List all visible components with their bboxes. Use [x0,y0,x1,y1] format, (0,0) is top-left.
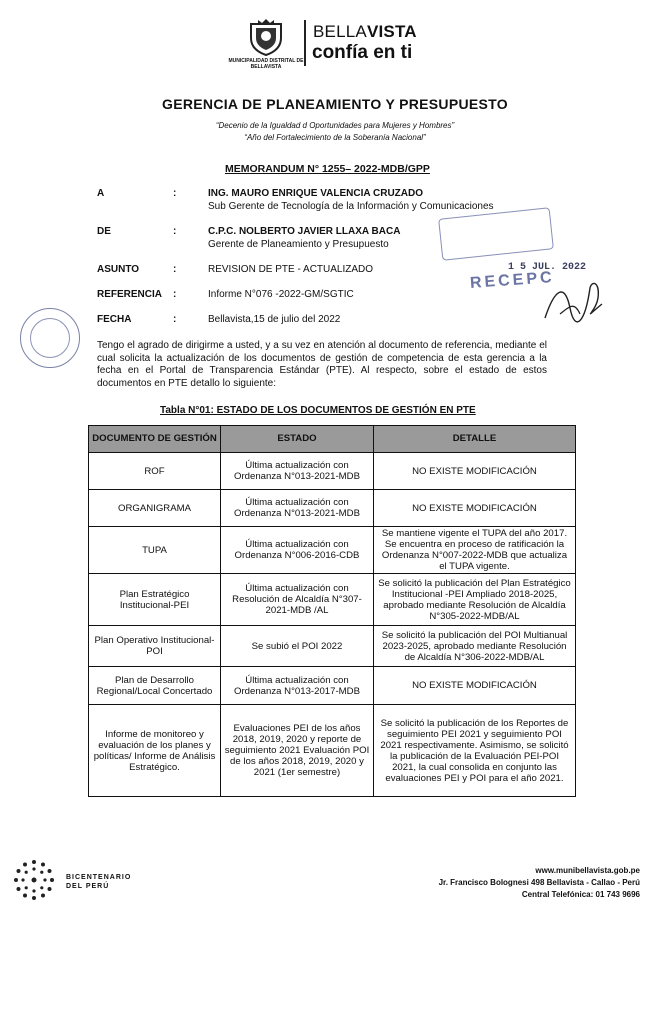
row-document: ORGANIGRAMA [89,490,221,527]
field-asunto-value: REVISION DE PTE - ACTUALIZADO [208,264,374,275]
row-document: ROF [89,453,221,490]
reception-stamp-date: 1 5 JUL. 2022 [508,262,587,273]
row-detail: Se mantiene vigente el TUPA del año 2017. Se encuentra en proceso de ratificación la Ordenanza N°007-2022-MDB que actualiza el TUPA vigente. [374,527,576,574]
row-detail: NO EXISTE MODIFICACIÓN [374,453,576,490]
table-row [89,626,576,667]
row-status: Última actualización con Ordenanza N°013-2017-MDB [221,667,374,705]
official-seal-inner [30,318,70,358]
field-fecha-label: FECHA [97,314,132,325]
table-row [89,453,576,490]
field-referencia-label: REFERENCIA [97,289,163,300]
footer-website: www.munibellavista.gob.pe [535,866,640,875]
field-a-role: Sub Gerente de Tecnología de la Información y Comunicaciones [208,201,494,212]
table-row [89,574,576,626]
field-colon: : [173,314,177,325]
table-row [89,490,576,527]
field-colon: : [173,264,177,275]
brand-name: BELLAVISTA [313,22,417,41]
reception-stamp-frame [438,207,554,260]
year-motto: “Año del Fortalecimiento de la Soberanía Nacional” [244,133,426,142]
office-title: GERENCIA DE PLANEAMIENTO Y PRESUPUESTO [162,96,508,112]
bicentenario-text: BICENTENARIO DEL PERÚ [66,874,132,890]
municipality-seal-logo [248,18,284,56]
table-row [89,527,576,574]
field-asunto-label: ASUNTO [97,264,140,275]
table-title: Tabla N°01: ESTADO DE LOS DOCUMENTOS DE GESTIÓN EN PTE [160,405,476,416]
column-header-detalle: DETALLE [374,426,576,453]
bicentenario-logo [12,858,56,902]
decenio-motto: “Decenio de la Igualdad d Oportunidades para Mujeres y Hombres” [215,121,455,130]
header-divider [304,20,306,66]
brand-slogan: confía en ti [312,42,413,63]
row-document: Plan Estratégico Institucional-PEI [89,574,221,626]
row-document: Informe de monitoreo y evaluación de los planes y políticas/ Informe de Análisis Estratégico. [89,705,221,797]
field-a-name: ING. MAURO ENRIQUE VALENCIA CRUZADO [208,188,423,199]
field-de-label: DE [97,226,111,237]
row-detail: Se solicitó la publicación del POI Multianual 2023-2025, aprobado mediante Resolución de Alcaldía N°306-2022-MDB/AL [374,626,576,667]
row-status: Evaluaciones PEI de los años 2018, 2019, 2020 y reporte de seguimiento 2021 Evaluación POI de los años 2018, 2019, 2020 y 2021 (1er semestre) [221,705,374,797]
row-status: Última actualización con Ordenanza N°013-2021-MDB [221,453,374,490]
handwritten-signature [540,278,610,324]
row-detail: Se solicitó la publicación de los Reportes de seguimiento PEI 2021 y seguimiento POI 2021 respectivamente. Asimismo, se solicitó la publicación de la Evaluación PEI-POI 2021, la cual consolida en conjunto las evaluaciones PEI y POI para el año 2021. [374,705,576,797]
row-document: Plan Operativo Institucional-POI [89,626,221,667]
field-referencia-value: Informe N°076 -2022-GM/SGTIC [208,289,354,300]
row-detail: Se solicitó la publicación del Plan Estratégico Institucional -PEI Ampliado 2018-2025, aprobado mediante Resolución de Alcaldía N°305-2022-MDB/AL [374,574,576,626]
row-detail: NO EXISTE MODIFICACIÓN [374,667,576,705]
field-colon: : [173,188,177,199]
row-status: Última actualización con Resolución de Alcaldía N°307-2021-MDB /AL [221,574,374,626]
footer-phone: Central Telefónica: 01 743 9696 [521,890,640,899]
row-status: Última actualización con Ordenanza N°006-2016-CDB [221,527,374,574]
table-header-row [89,426,576,453]
row-status: Última actualización con Ordenanza N°013-2021-MDB [221,490,374,527]
field-a-label: A [97,188,105,199]
table-row [89,667,576,705]
footer-address: Jr. Francisco Bolognesi 498 Bellavista - Callao - Perú [438,878,640,887]
column-header-estado: ESTADO [221,426,374,453]
table-row [89,705,576,797]
row-detail: NO EXISTE MODIFICACIÓN [374,490,576,527]
documents-status-table [88,425,576,797]
municipality-caption: MUNICIPALIDAD DISTRITAL DE BELLAVISTA [228,58,304,70]
field-de-role: Gerente de Planeamiento y Presupuesto [208,239,389,250]
row-document: Plan de Desarrollo Regional/Local Concertado [89,667,221,705]
field-colon: : [173,289,177,300]
memo-body-paragraph: Tengo el agrado de dirigirme a usted, y a su vez en atención al documento de referencia, mediante el cual solicita la actualización de los documentos de gestión de competencia de esta gerencia a la fecha en el Portal de Transparencia Estándar (PTE). Al respecto, sobre el estado de estos documentos en PTE detallo lo siguiente: [97,340,547,389]
field-colon: : [173,226,177,237]
row-document: TUPA [89,527,221,574]
column-header-documento: DOCUMENTO DE GESTIÓN [89,426,221,453]
row-status: Se subió el POI 2022 [221,626,374,667]
field-de-name: C.P.C. NOLBERTO JAVIER LLAXA BACA [208,226,401,237]
field-fecha-value: Bellavista,15 de julio del 2022 [208,314,341,325]
reception-stamp-text: RECEPC [469,269,556,292]
memorandum-title: MEMORANDUM N° 1255– 2022-MDB/GPP [225,163,430,175]
